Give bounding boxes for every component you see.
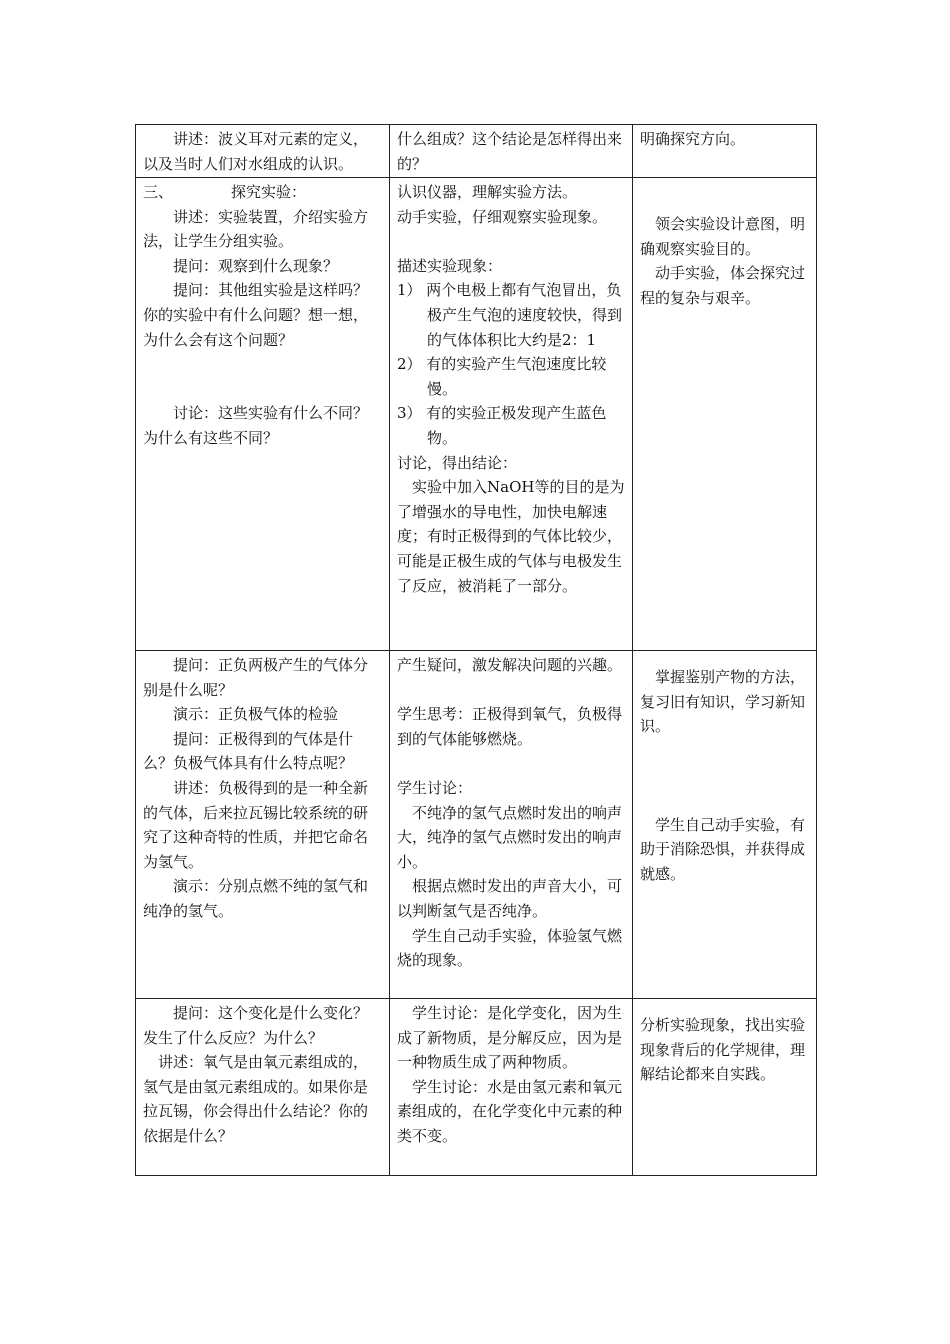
paragraph: 学生讨论：水是由氢元素和氧元素组成的，在化学变化中元素的种类不变。 (397, 1077, 623, 1145)
table-row (136, 999, 817, 1176)
teacher-activity-cell (136, 178, 390, 651)
paragraph: 讲述：氧气是由氧元素组成的，氢气是由氢元素组成的。如果你是拉瓦锡，你会得出什么结论？你的依据是什么？ (143, 1053, 369, 1145)
paragraph: 领会实验设计意图，明确观察实验目的。 (640, 215, 806, 258)
design-intent-cell (633, 999, 817, 1176)
section-heading (143, 180, 382, 205)
paragraph: 演示：正负极气体的检验 (173, 705, 339, 724)
student-activity-cell (390, 125, 633, 178)
paragraph: 学生讨论：是化学变化，因为生成了新物质，是分解反应，因为是一种物质生成了两种物质。 (397, 1004, 623, 1072)
paragraph: 动手实验，仔细观察实验现象。 (397, 207, 608, 226)
paragraph: 认识仪器，理解实验方法。 (397, 183, 578, 201)
paragraph: 讲述：负极得到的是一种全新的气体，后来拉瓦锡比较系统的研究了这种奇特的性质，并把它命名为氢气。 (143, 778, 369, 871)
paragraph: 演示：分别点燃不纯的氢气和纯净的氢气。 (143, 877, 369, 920)
paragraph: 不纯净的氢气点燃时发出的响声大，纯净的氢气点燃时发出的响声小。 (397, 803, 623, 871)
paragraph: 提问：正极得到的气体是什么？负极气体具有什么特点呢？ (143, 729, 354, 773)
paragraph: 讨论，得出结论： (397, 453, 518, 472)
paragraph: 学生思考：正极得到氧气，负极得到的气体能够燃烧。 (397, 705, 623, 748)
paragraph: 提问：观察到什么现象？ (173, 256, 339, 275)
paragraph: 描述实验现象： (397, 256, 503, 275)
paragraph: 什么组成？这个结论是怎样得出来的？ (397, 130, 623, 173)
paragraph: 分析实验现象，找出实验现象背后的化学规律，理解结论都来自实践。 (640, 1016, 806, 1084)
list-item: 2） 有的实验产生气泡速度比较慢。 (397, 355, 607, 398)
paragraph: 明确探究方向。 (640, 130, 746, 148)
table-row (136, 651, 817, 999)
teacher-activity-cell (136, 651, 390, 999)
teacher-activity-cell (136, 999, 390, 1176)
table-row (136, 125, 817, 178)
section-number: 三、 (143, 183, 174, 201)
paragraph: 学生自己动手实验，有助于消除恐惧，并获得成就感。 (640, 815, 806, 883)
lesson-plan-table-wrapper (135, 124, 816, 1176)
list-item: 3） 有的实验正极发现产生蓝色物。 (397, 404, 607, 447)
paragraph: 动手实验，体会探究过程的复杂与艰辛。 (640, 264, 806, 307)
student-activity-cell (390, 651, 633, 999)
design-intent-cell (633, 125, 817, 178)
paragraph: 根据点燃时发出的声音大小，可以判断氢气是否纯净。 (397, 877, 623, 920)
student-activity-cell (390, 999, 633, 1176)
teacher-activity-cell (136, 125, 390, 178)
paragraph: 掌握鉴别产物的方法，复习旧有知识，学习新知识。 (640, 668, 806, 736)
paragraph: 学生讨论： (397, 778, 473, 797)
student-activity-cell (390, 178, 633, 651)
paragraph: 实验中加入NaOH等的目的是为了增强水的导电性，加快电解速度；有时正极得到的气体比较少，可能是正极生成的气体与电极发生了反应，被消耗了一部分。 (397, 478, 625, 595)
paragraph: 讲述：实验装置，介绍实验方法，让学生分组实验。 (143, 207, 369, 251)
design-intent-cell (633, 651, 817, 999)
paragraph: 提问：其他组实验是这样吗？你的实验中有什么问题？想一想，为什么会有这个问题？ (143, 281, 369, 349)
design-intent-cell (633, 178, 817, 651)
paragraph: 产生疑问，激发解决问题的兴趣。 (397, 656, 623, 674)
table-row (136, 178, 817, 651)
paragraph: 提问：正负两极产生的气体分别是什么呢？ (143, 656, 369, 699)
paragraph: 讲述：波义耳对元素的定义，以及当时人们对水组成的认识。 (143, 130, 369, 173)
paragraph: 提问：这个变化是什么变化？发生了什么反应？为什么？ (143, 1004, 369, 1047)
list-item: 1） 两个电极上都有气泡冒出，负极产生气泡的速度较快，得到的气体体积比大约是2：1 (397, 281, 623, 349)
lesson-plan-table (135, 124, 817, 1176)
section-title: 探究实验： (231, 183, 307, 201)
paragraph: 讨论：这些实验有什么不同？为什么有这些不同？ (143, 404, 369, 447)
paragraph: 学生自己动手实验，体验氢气燃烧的现象。 (397, 926, 623, 970)
